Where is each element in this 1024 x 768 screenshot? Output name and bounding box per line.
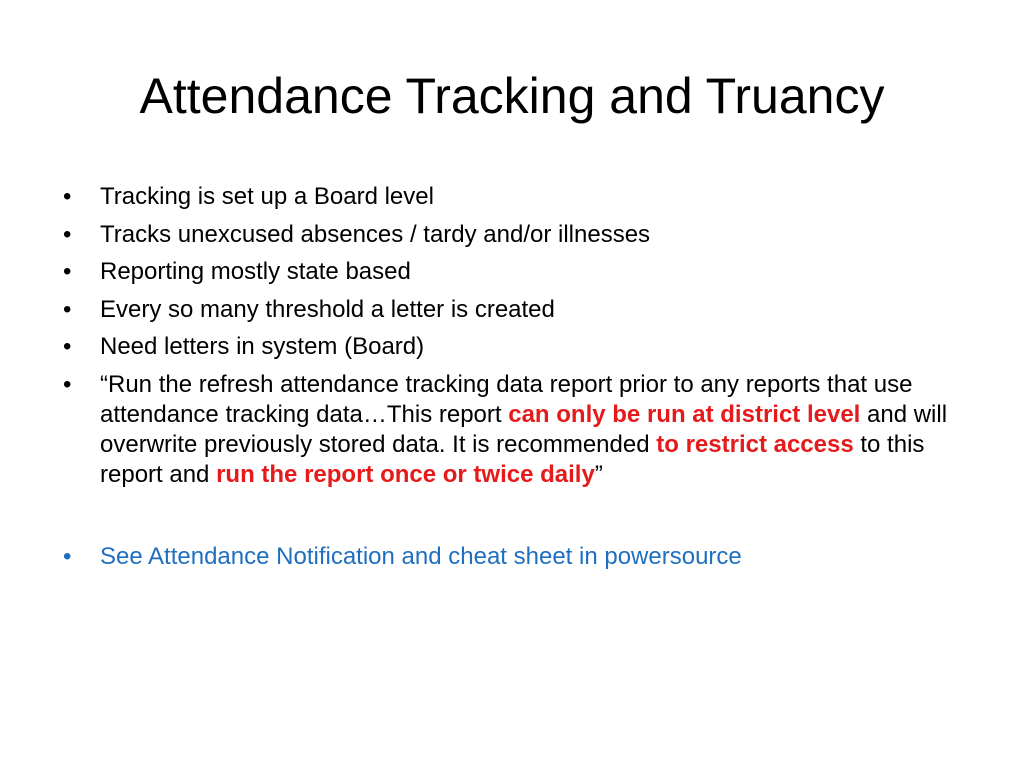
bullet-marker: •	[63, 220, 72, 248]
powersource-link[interactable]: See Attendance Notification and cheat sheet in powersource	[100, 542, 742, 570]
bullet-marker: •	[63, 333, 72, 360]
link-bullet	[60, 542, 960, 572]
bullet-text: Every so many threshold a letter is created	[100, 295, 555, 323]
quote-part-2: and will overwrite previously stored data. It is recommended	[100, 400, 948, 458]
quote-part-1: “Run the refresh attendance tracking data report prior to any reports that use attendance tracking data…This report	[100, 370, 913, 428]
bullet-marker: •	[63, 542, 72, 570]
bullet-text: Need letters in system (Board)	[100, 333, 425, 360]
bullet-list	[60, 182, 960, 579]
quote-text	[100, 370, 960, 490]
slide-title: Attendance Tracking and Truancy	[139, 68, 885, 124]
bullet-text: Tracks unexcused absences / tardy and/or illnesses	[100, 220, 651, 248]
quote-part-4: ”	[594, 460, 603, 488]
quote-bullet	[60, 370, 960, 490]
bullet-marker: •	[63, 258, 72, 285]
quote-emphasis-run-daily: run the report once or twice daily	[216, 460, 595, 488]
quote-part-3: to this report and	[100, 430, 925, 488]
bullet-marker: •	[63, 295, 72, 323]
bullet-item	[60, 220, 960, 250]
bullet-item	[60, 257, 960, 287]
bullet-text: Reporting mostly state based	[100, 258, 411, 285]
bullet-marker: •	[63, 183, 72, 210]
bullet-marker: •	[63, 370, 72, 398]
quote-emphasis-restrict-access: to restrict access	[656, 430, 854, 458]
bullet-item	[60, 182, 960, 212]
bullet-item	[60, 295, 960, 325]
bullet-item	[60, 332, 960, 362]
bullet-text: Tracking is set up a Board level	[100, 183, 434, 210]
quote-emphasis-district-level: can only be run at district level	[508, 400, 861, 428]
